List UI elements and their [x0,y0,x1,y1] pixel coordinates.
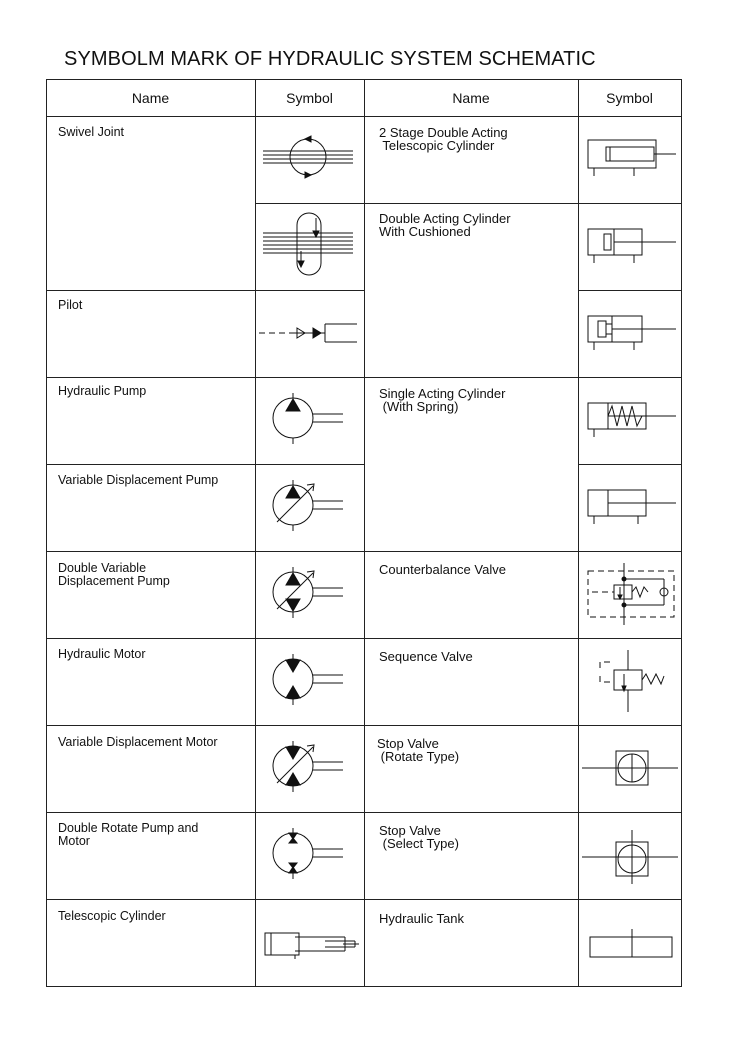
name-swivel-joint: Swivel Joint [58,125,124,139]
stop-valve-rotate-symbol [578,725,681,812]
name-double-variable-displacement-pump: Double Variable Displacement Pump [58,561,170,588]
table-border-right [681,79,682,987]
name-telescopic-cylinder: Telescopic Cylinder [58,909,166,923]
table-border-bottom [46,986,682,987]
name-stop-valve-select: Stop Valve (Select Type) [379,823,459,851]
telescopic-cylinder-symbol [255,899,364,986]
page-title: SYMBOLM MARK OF HYDRAULIC SYSTEM SCHEMATIC [64,48,596,70]
swivel-joint-symbol [255,116,364,203]
name-double-acting-cylinder-cushioned: Double Acting Cylinder With Cushioned [379,211,511,239]
stop-valve-select-symbol [578,812,681,899]
name-hydraulic-tank: Hydraulic Tank [379,911,465,926]
header-name: Name [452,90,490,106]
column-divider [364,79,365,987]
name-single-acting-cylinder: Single Acting Cylinder (With Spring) [379,386,506,414]
name-pilot: Pilot [58,298,83,312]
hydraulic-tank-symbol [578,899,681,986]
sequence-valve-symbol [578,638,681,725]
name-stop-valve-rotate: Stop Valve (Rotate Type) [377,736,460,764]
header-symbol: Symbol [286,90,333,106]
double-acting-cylinder-cushioned-symbol [578,290,681,377]
double-variable-displacement-pump-symbol [255,551,364,638]
table-border-top [46,79,682,80]
single-acting-cylinder-symbol [578,464,681,551]
name-variable-displacement-motor: Variable Displacement Motor [58,735,218,749]
two-stage-telescopic-cylinder-symbol [578,116,681,203]
name-hydraulic-pump: Hydraulic Pump [58,384,147,398]
hydraulic-pump-symbol [255,377,364,464]
name-2-stage-telescopic-cylinder: 2 Stage Double Acting Telescopic Cylinder [379,125,508,153]
name-counterbalance-valve: Counterbalance Valve [379,562,506,577]
name-hydraulic-motor: Hydraulic Motor [58,647,146,661]
variable-displacement-motor-symbol [255,725,364,812]
single-acting-cylinder-spring-symbol [578,377,681,464]
name-double-rotate-pump-motor: Double Rotate Pump and Motor [58,821,199,848]
double-acting-cylinder-cushioned-symbol [578,203,681,290]
name-sequence-valve: Sequence Valve [379,649,473,664]
table-border-left [46,79,47,987]
double-rotate-pump-motor-symbol [255,812,364,899]
hydraulic-motor-symbol [255,638,364,725]
swivel-joint-symbol [255,203,364,290]
pilot-symbol [255,290,364,377]
header-name: Name [131,90,170,106]
header-symbol: Symbol [606,90,653,106]
counterbalance-valve-symbol [578,551,681,638]
variable-displacement-pump-symbol [255,464,364,551]
name-variable-displacement-pump: Variable Displacement Pump [58,473,219,487]
